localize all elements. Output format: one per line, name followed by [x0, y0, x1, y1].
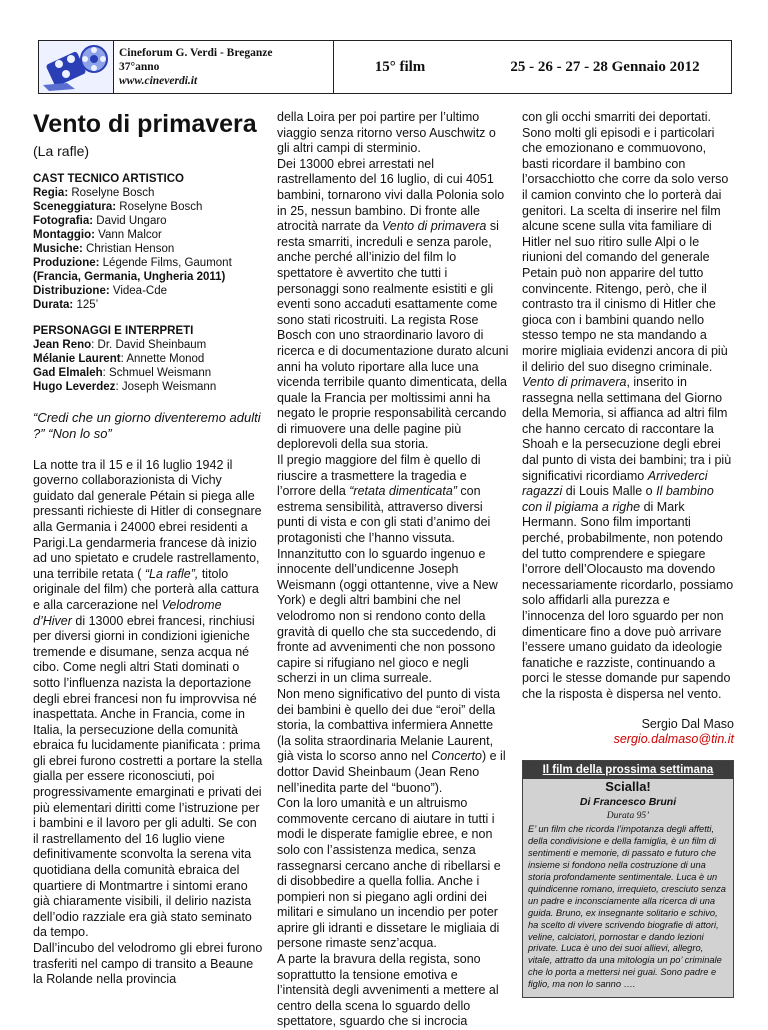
- text-run: con estrema sensibilità, attraverso diversi punti di vista e con gli stati d’animo dei protagonisti che l’hanno vissuta. Innanzitutto con lo sguardo ingenuo e innocente dell’undicenne Joseph Weismann (oggi ottantenne, vive a New York) e degli altri bambini che nel velodromo non si rendono conto della gravità di quello che sta succedendo, di fronte ad avvenimenti che non possono capire si rifugiano nel gioco e negli scherzi in un clima surreale.: [277, 484, 498, 686]
- text-run: Concerto: [431, 749, 482, 764]
- interprete-item-value: : Annette Monod: [120, 352, 205, 365]
- text-run: A parte la bravura della regista, sono soprattutto la tensione emotiva e l’intensità degli avvenimenti a mettere al centro della scena lo sguardo dello spettatore, sguardo che si incrocia: [277, 952, 499, 1029]
- cast-tecnico-item-key: Montaggio:: [33, 228, 95, 241]
- body-text-col1: [33, 458, 263, 988]
- text-run: Non meno significativo del punto di vista dei bambini è quello dei due “eroi” della storia, la combattiva infermiera Annette (la solita straordinaria Melanie Laurent, già vista lo scorso anno nel: [277, 686, 501, 764]
- cast-tecnico-item-key: (Francia, Germania, Ungheria 2011): [33, 270, 226, 283]
- column-1: [33, 110, 263, 988]
- next-film-heading: Il film della prossima settimana: [523, 761, 733, 779]
- cast-tecnico-item-key: Regia:: [33, 186, 69, 199]
- interprete-item-value: : Joseph Weismann: [115, 380, 217, 393]
- header-info: [119, 46, 272, 88]
- cast-tecnico-item: [33, 214, 263, 228]
- column-2: [277, 110, 509, 1030]
- cast-tecnico-item: [33, 242, 263, 256]
- column-3: [522, 110, 734, 998]
- body-text-col2: [277, 110, 509, 1030]
- text-run: Velodrome d’Hiver: [33, 597, 222, 628]
- text-run: “La rafle”,: [144, 566, 199, 581]
- text-run: della Loira per poi partire per l’ultimo viaggio senza ritorno verso Auschwitz o gli altri campi di sterminio.: [277, 110, 496, 156]
- text-run: Dall’incubo del velodromo gli ebrei furono trasferiti nel campo di transito a Beaune la Rolande nella provincia: [33, 941, 263, 987]
- signature: [522, 717, 734, 748]
- interpreti-heading: PERSONAGGI E INTERPRETI: [33, 324, 194, 337]
- body-text-col3: [522, 110, 734, 703]
- cast-tecnico-item-key: Sceneggiatura:: [33, 200, 117, 213]
- next-film-duration: Durata 95’: [606, 811, 650, 822]
- interprete-item-key: Jean Reno: [33, 338, 92, 351]
- cineforum-logo: [39, 41, 114, 93]
- text-run: con gli occhi smarriti dei deportati. Sono molti gli episodi e i particolari che emozionano e commuovono, basti ricordare il bambino con l’orsacchiotto che corre da solo verso il camion convinto che lo porterà dai genitori. La scelta di inserire nel film alcune scene sulla vita familiare di Hitler nel suo ritiro sulle Alpi o le riunioni del comando del generale Petain può non apparire del tutto convincente. Ritengo, però, che il contrasto tra il cinismo di Hitler che gioca con i bambini quando nello stesso tempo ne sta mandando a morire migliaia evidenzi ancora di più il delirio del suo disegno criminale.: [522, 110, 729, 374]
- next-film-box: [522, 760, 734, 998]
- cast-tecnico-item: [33, 186, 263, 200]
- cast-tecnico-item-key: Distribuzione:: [33, 284, 110, 297]
- cast-tecnico-item-key: Musiche:: [33, 242, 83, 255]
- cast-tecnico-item-value: David Ungaro: [93, 214, 167, 227]
- header-divider: [333, 41, 334, 93]
- interprete-item-key: Gad Elmaleh: [33, 366, 103, 379]
- cast-tecnico-item: [33, 228, 263, 242]
- cast-tecnico-item: [33, 298, 263, 312]
- text-run: “retata dimenticata”: [349, 484, 457, 499]
- header-box: [38, 40, 732, 94]
- org-year: 37°anno: [119, 61, 160, 73]
- cast-tecnico-item: [33, 270, 263, 284]
- cast-tecnico-item-value: Légende Films, Gaumont: [99, 256, 232, 269]
- text-run: si resta smarriti, increduli e senza parole, anche perché all’inizio del film lo spettatore è avvertito che tutti i personaggi sono realmente esistiti e gli eventi sono accaduti esattamente come sono stati ricostruiti. La regista Rose Bosch con uno straordinario lavoro di ricerca e di documentazione durato alcuni anni ha voluto riportare alla luce una vicenda terribile quanto dimenticata, della quale la Francia per moltissimi anni ha negato le proprie responsabilità cercando di rimuovere una delle pagine più deplorevoli della sua storia.: [277, 219, 509, 452]
- film-title: Vento di primavera: [33, 110, 257, 138]
- cast-tecnico-heading: CAST TECNICO ARTISTICO: [33, 172, 184, 185]
- text-run: Vento di primavera: [522, 375, 627, 390]
- film-number: 15° film: [374, 59, 426, 75]
- website-link[interactable]: www.cineverdi.it: [119, 75, 198, 87]
- cast-tecnico-item-value: 125’: [73, 298, 99, 311]
- interprete-item: [33, 338, 263, 352]
- text-run: , inserito in rassegna nella settimana del Giorno della Memoria, si affianca ad altri film che hanno cercato di raccontare la Shoah e la persecuzione degli ebrei dal punto di vista dei bambini; tra i più significativi ricordiamo: [522, 375, 732, 483]
- cast-tecnico-item: [33, 284, 263, 298]
- text-run: di 13000 ebrei francesi, rinchiusi per diversi giorni in condizioni igieniche tremende e disumane, senza acqua né cibo. Come negli altri Stati dominati o sotto l’influenza nazista la deportazione degli ebrei francesi non fu improvvisa né inaspettata. Anche in Francia, come in Italia, la persecuzione della comunità ebraica fu lucidamente pianificata : prima gli ebrei furono costretti a portare la stella gialla per essere riconosciuti, poi progressivamente emarginati e privati dei più elementari diritti come l’istruzione per i bambini e il lavoro per gli adulti. Se con il rastrellamento del 16 luglio viene definitivamente sconvolta la serena vita quotidiana della comunità ebraica del quartiere di Montmartre i sintomi erano già chiaramente visibili, il delirio nazista dell’odio razziale era già stato seminato da tempo.: [33, 613, 263, 940]
- next-film-title: Scialla!: [605, 778, 651, 794]
- text-run: Vento di primavera: [381, 219, 487, 234]
- cast-tecnico-item-value: Videa-Cde: [109, 284, 167, 297]
- text-run: di Louis Malle o: [562, 484, 657, 499]
- cast-tecnico-item-key: Produzione:: [33, 256, 100, 269]
- cast-tecnico-item-value: Roselyne Bosch: [68, 186, 155, 199]
- author-email[interactable]: sergio.dalmaso@tin.it: [613, 732, 734, 747]
- text-run: Dei 13000 ebrei arrestati nel rastrellamento del 16 luglio, di cui 4051 bambini, tornarono vivi dalla Polonia solo in 25, nessun bambino. Di fronte alle atrocità narrate da: [277, 156, 505, 234]
- original-title: (La rafle): [33, 143, 90, 159]
- org-name: Cineforum G. Verdi - Breganze: [119, 47, 273, 59]
- interprete-item-value: : Schmuel Weismann: [102, 366, 212, 379]
- interprete-item-key: Mélanie Laurent: [33, 352, 121, 365]
- cast-tecnico-section: [33, 172, 263, 312]
- cast-tecnico-list: [33, 186, 263, 312]
- interprete-item: [33, 380, 263, 394]
- text-run: Con la loro umanità e un altruismo commovente cercano di aiutare in tutti i modi le disperate famiglie ebree, e non solo con l’assistenza medica, senza rassegnarsi cercano anche di ribellarsi e di disobbedire a quella follia. Anche i pompieri non si piegano agli ordini dei militari e simulano un incendio per poter aprire gli idranti e dissetare le migliaia di persone rimaste senz’acqua.: [277, 796, 501, 951]
- text-run: Il bambino con il pigiama a righe: [522, 484, 714, 514]
- cast-tecnico-item-key: Durata:: [33, 298, 74, 311]
- cast-tecnico-item-value: Roselyne Bosch: [116, 200, 203, 213]
- screening-dates: 25 - 26 - 27 - 28 Gennaio 2012: [510, 59, 700, 75]
- cast-tecnico-item-value: Vann Malcor: [94, 228, 162, 241]
- author-name: Sergio Dal Maso: [641, 716, 734, 731]
- cast-tecnico-item-key: Fotografia:: [33, 214, 94, 227]
- cast-tecnico-item: [33, 256, 263, 270]
- film-quote: “Credi che un giorno diventeremo adulti ?” “Non lo so”: [33, 409, 261, 441]
- text-run: ) e il dottor David Sheinbaum (Jean Reno nell’inedita parte del “buono”).: [277, 749, 506, 795]
- interprete-item: [33, 366, 263, 380]
- next-film-synopsis: E’ un film che ricorda l’impotanza degli affetti, della condivisione e della famiglia, è un film di sentimenti e memorie, di passato e futuro che insieme si fondono nella costruzione di una storia profondamente sentimentale. Luca è un quindicenne romano, irrequieto, cresciuto senza un padre e inconsciamente alla ricerca di una guida. Bruno, ex insegnante solitario e schivo, ha scelto di vivere scrivendo biografie di attori, veline, calciatori, pornostar e dando lezioni private. Luca è uno dei suoi allievi, allegro, vitale, attratto da una mitologia un po’ criminale che lo porta a mettersi nei guai. Sono padre e figlio, ma non lo sanno ….: [528, 824, 726, 990]
- text-run: di Mark Hermann. Sono film importanti perché, probabilmente, non potendo del tutto comprendere e spiegare l’orrore dell’Olocausto ma dovendo necessariamente ricordarlo, possiamo solo affidarli alla purezza e l’innocenza del loro sguardo per non dimenticare fino a dove può arrivare l’essere umano guidato da ideologie fanatiche e razziste, continuando a porci le stesse domande pur sapendo che la risposta è dispersa nel vento.: [522, 499, 734, 701]
- cast-tecnico-item: [33, 200, 263, 214]
- text-run: Il pregio maggiore del film è quello di riuscire a trasmettere la tragedia e l’orrore della: [277, 453, 481, 499]
- text-run: Arrivederci ragazzi: [522, 468, 708, 499]
- interprete-item: [33, 352, 263, 366]
- interprete-item-value: : Dr. David Sheinbaum: [91, 338, 207, 351]
- text-run: La gendarmeria francese dà inizio ad uno spietato e crudele rastrellamento, una terribile retata (: [33, 535, 260, 581]
- text-run: titolo originale del film) che porterà alla cattura e alla carcerazione nel: [33, 566, 259, 612]
- interpreti-section: [33, 324, 263, 394]
- interpreti-list: [33, 338, 263, 394]
- next-film-director: Di Francesco Bruni: [579, 795, 677, 808]
- interprete-item-key: Hugo Leverdez: [33, 380, 116, 393]
- cast-tecnico-item-value: Christian Henson: [82, 242, 175, 255]
- text-run: La notte tra il 15 e il 16 luglio 1942 il governo collaborazionista di Vichy guidato dal generale Pétain si piega alle pressanti richieste di Hitler di consegnare alla Germania i 24000 ebrei residenti a Parigi.: [33, 457, 262, 550]
